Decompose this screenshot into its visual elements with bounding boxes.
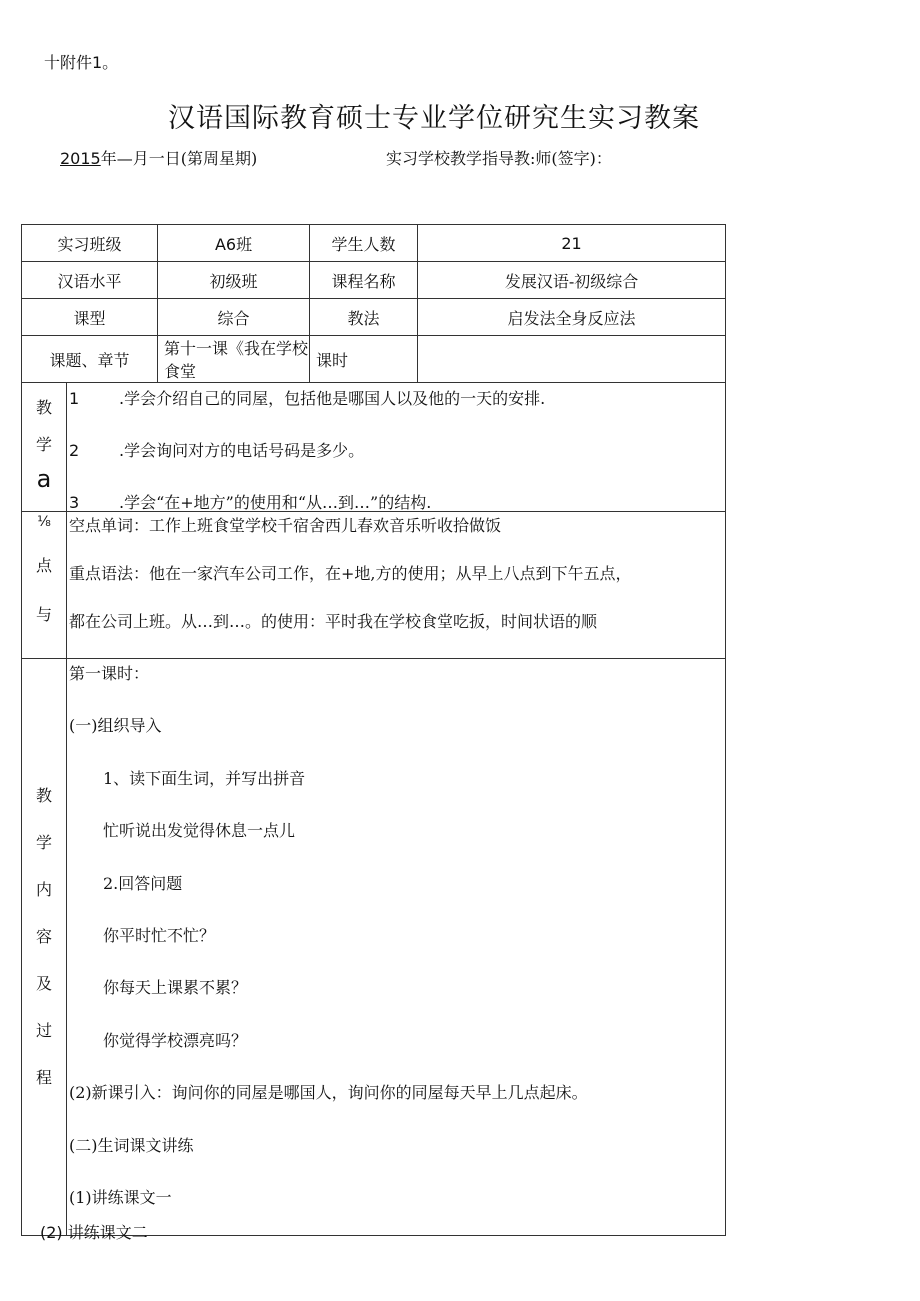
course-value: 发展汉语-初级综合 bbox=[418, 262, 726, 299]
process-line: 忙听说出发觉得休息一点儿 bbox=[103, 821, 296, 841]
table-row bbox=[22, 336, 726, 383]
list-item bbox=[67, 383, 725, 435]
process-line: 2.回答问题 bbox=[103, 873, 183, 893]
process-line: (1)讲练课文一 bbox=[69, 1187, 172, 1207]
topic-label: 课题、章节 bbox=[22, 336, 158, 383]
date-line bbox=[60, 146, 257, 169]
process-content bbox=[67, 659, 726, 1236]
process-line: 你平时忙不忙？ bbox=[103, 925, 216, 945]
method-value: 启发法全身反应法 bbox=[418, 299, 726, 336]
attachment-label: 十附件1。 bbox=[44, 53, 119, 72]
process-line: (二)生词课文讲练 bbox=[69, 1135, 194, 1155]
objectives-row bbox=[22, 383, 726, 512]
level-value: 初级班 bbox=[158, 262, 310, 299]
table-row bbox=[22, 225, 726, 262]
process-line: 你每天上课累不累？ bbox=[103, 978, 248, 998]
side-char: ⅛ bbox=[37, 514, 51, 530]
objectives-side-label bbox=[22, 383, 67, 512]
topic-value: 第十一课《我在学校食堂 bbox=[158, 336, 310, 383]
students-label: 学生人数 bbox=[310, 225, 418, 262]
table-row bbox=[22, 262, 726, 299]
process-row bbox=[22, 659, 726, 1236]
side-char: 及 bbox=[35, 974, 52, 993]
keypoint-line: 重点语法：他在一家汽车公司工作，在+地,方的使用；从早上八点到下午五点， bbox=[69, 564, 632, 583]
keypoints-row bbox=[22, 512, 726, 659]
objective-text: .学会询问对方的电话号码是多少。 bbox=[119, 441, 365, 460]
objective-number: 2 bbox=[69, 441, 80, 460]
date-rest: 年—月一日(第周星期) bbox=[100, 149, 258, 168]
list-item bbox=[67, 487, 725, 511]
class-label: 实习班级 bbox=[22, 225, 158, 262]
date-year: 2015 bbox=[60, 149, 101, 168]
course-label: 课程名称 bbox=[310, 262, 418, 299]
objective-text: .学会介绍自己的同屋，包括他是哪国人以及他的一天的安排. bbox=[119, 389, 546, 408]
process-line: 你觉得学校漂亮吗？ bbox=[103, 1030, 248, 1050]
side-char: 点 bbox=[35, 556, 52, 575]
type-label: 课型 bbox=[22, 299, 158, 336]
side-char: 程 bbox=[35, 1068, 52, 1087]
side-char: 学 bbox=[35, 833, 52, 852]
footer-number: (2) bbox=[40, 1223, 63, 1242]
side-char: 内 bbox=[35, 880, 52, 899]
keypoints-content bbox=[67, 512, 726, 659]
keypoints-side-label bbox=[22, 512, 67, 659]
side-char: 过 bbox=[35, 1021, 52, 1040]
keypoint-line: 空点单词：工作上班食堂学校千宿舍西儿春欢音乐听收拾做饭 bbox=[69, 516, 502, 535]
process-side-label bbox=[22, 659, 67, 1236]
footer-text: 讲练课文二 bbox=[67, 1223, 148, 1242]
side-char: a bbox=[36, 465, 52, 493]
side-char: 容 bbox=[35, 927, 52, 946]
side-char: 与 bbox=[35, 605, 52, 624]
process-line: 1、读下面生词，并写出拼音 bbox=[103, 768, 306, 788]
hours-label: 课时 bbox=[310, 336, 418, 383]
objective-number: 3 bbox=[69, 493, 80, 512]
supervisor-signature-label: 实习学校教学指导教:师(签字)： bbox=[386, 149, 612, 168]
class-value: A6班 bbox=[158, 225, 310, 262]
type-value: 综合 bbox=[158, 299, 310, 336]
objective-number: 1 bbox=[69, 389, 80, 408]
footer-line bbox=[40, 1220, 148, 1243]
process-line: (一)组织导入 bbox=[69, 716, 162, 736]
process-line: (2)新课引入：询问你的同屋是哪国人，询问你的同屋每天早上几点起床。 bbox=[69, 1083, 588, 1103]
level-label: 汉语水平 bbox=[22, 262, 158, 299]
objective-text: .学会“在+地方”的使用和“从…到…”的结构. bbox=[119, 493, 432, 512]
page-title: 汉语国际教育硕士专业学位研究生实习教案 bbox=[168, 103, 700, 134]
table-row bbox=[22, 299, 726, 336]
students-value: 21 bbox=[418, 225, 726, 262]
process-line: 第一课时： bbox=[69, 664, 150, 683]
objectives-content bbox=[67, 383, 726, 512]
keypoint-line: 都在公司上班。从…到…。的使用：平时我在学校食堂吃扳，时间状语的顺 bbox=[69, 612, 598, 631]
side-char: 教 bbox=[35, 786, 52, 805]
side-char: 学 bbox=[35, 435, 52, 454]
hours-value bbox=[418, 336, 726, 383]
side-char: 教 bbox=[35, 398, 52, 417]
method-label: 教法 bbox=[310, 299, 418, 336]
list-item bbox=[67, 435, 725, 487]
lesson-plan-table bbox=[21, 224, 726, 1236]
